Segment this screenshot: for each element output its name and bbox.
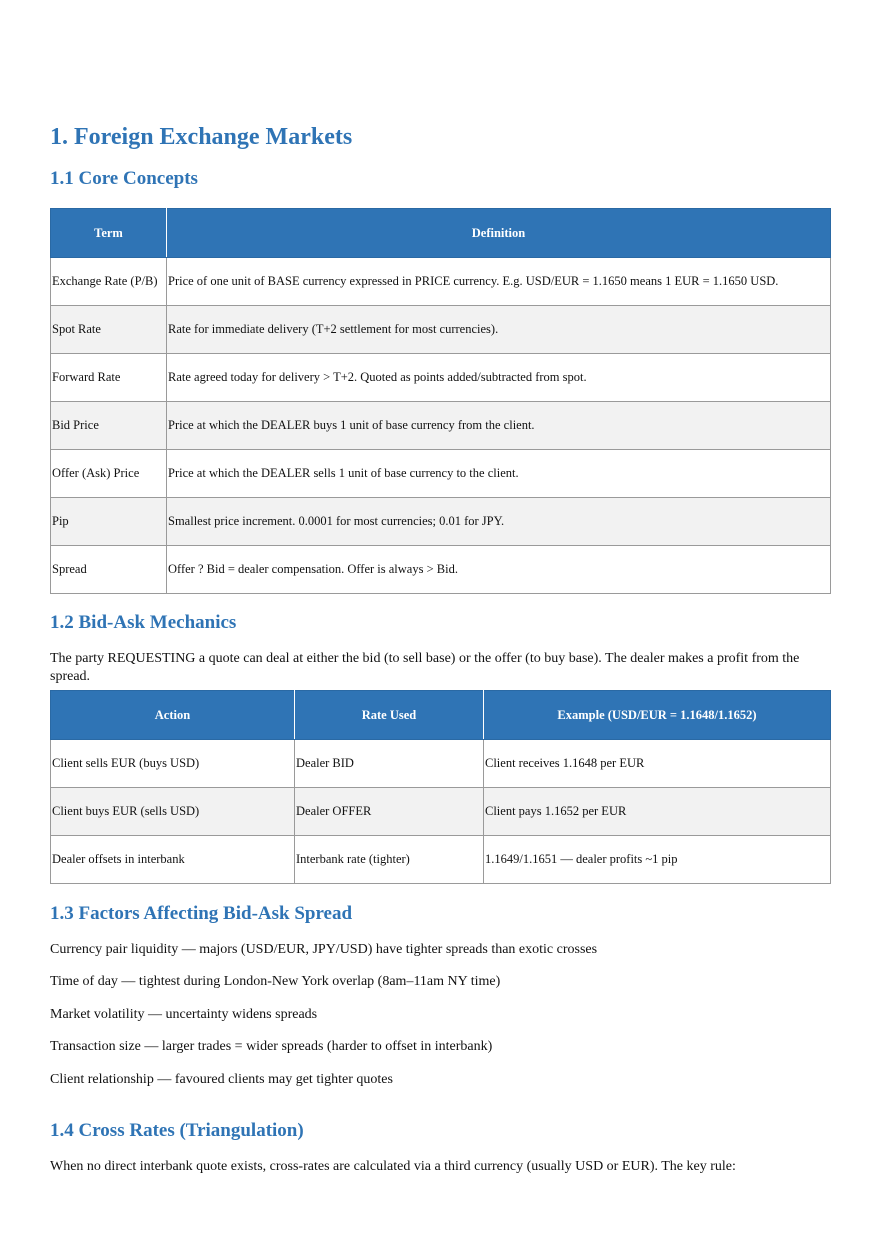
example-cell: 1.1649/1.1651 — dealer profits ~1 pip: [484, 836, 831, 884]
term-cell: Exchange Rate (P/B): [51, 258, 167, 306]
term-cell: Pip: [51, 498, 167, 546]
section-heading-spread-factors: 1.3 Factors Affecting Bid-Ask Spread: [50, 903, 353, 924]
example-cell: Client pays 1.1652 per EUR: [484, 788, 831, 836]
table-row: [51, 402, 831, 450]
table-row: [51, 354, 831, 402]
rate-cell: Dealer BID: [295, 740, 484, 788]
factor-item: Market volatility — uncertainty widens spreads: [50, 1007, 318, 1022]
column-header: Example (USD/EUR = 1.1648/1.1652): [484, 691, 831, 740]
definition-cell: Price at which the DEALER sells 1 unit of base currency to the client.: [167, 450, 831, 498]
cross-rates-intro: When no direct interbank quote exists, cross-rates are calculated via a third currency (usually USD or EUR). The key rule:: [50, 1159, 736, 1174]
bid-ask-intro: The party REQUESTING a quote can deal at either the bid (to sell base) or the offer (to buy base). The dealer makes a profit from the spread.: [50, 651, 800, 684]
table-row: [51, 836, 831, 884]
action-cell: Client buys EUR (sells USD): [51, 788, 295, 836]
term-cell: Offer (Ask) Price: [51, 450, 167, 498]
table-row: [51, 306, 831, 354]
factor-item: Transaction size — larger trades = wider spreads (harder to offset in interbank): [50, 1039, 493, 1054]
column-header: Action: [51, 691, 295, 740]
definition-cell: Price of one unit of BASE currency expressed in PRICE currency. E.g. USD/EUR = 1.1650 means 1 EUR = 1.1650 USD.: [167, 258, 831, 306]
factor-item: Time of day — tightest during London-New York overlap (8am–11am NY time): [50, 974, 501, 989]
table-row: [51, 740, 831, 788]
table-row: [51, 258, 831, 306]
term-cell: Forward Rate: [51, 354, 167, 402]
column-header: Term: [51, 209, 167, 258]
column-header: Rate Used: [295, 691, 484, 740]
rate-cell: Interbank rate (tighter): [295, 836, 484, 884]
bid-ask-table: [50, 690, 831, 884]
table-header-row: [51, 691, 831, 740]
term-cell: Spread: [51, 546, 167, 594]
rate-cell: Dealer OFFER: [295, 788, 484, 836]
table-row: [51, 450, 831, 498]
table-header-row: [51, 209, 831, 258]
example-cell: Client receives 1.1648 per EUR: [484, 740, 831, 788]
factor-item: Client relationship — favoured clients may get tighter quotes: [50, 1072, 393, 1087]
definition-cell: Price at which the DEALER buys 1 unit of base currency from the client.: [167, 402, 831, 450]
table-row: [51, 546, 831, 594]
page-title: 1. Foreign Exchange Markets: [50, 124, 353, 150]
action-cell: Dealer offsets in interbank: [51, 836, 295, 884]
section-heading-core-concepts: 1.1 Core Concepts: [50, 168, 198, 189]
table-row: [51, 788, 831, 836]
definition-cell: Rate agreed today for delivery > T+2. Quoted as points added/subtracted from spot.: [167, 354, 831, 402]
term-cell: Spot Rate: [51, 306, 167, 354]
action-cell: Client sells EUR (buys USD): [51, 740, 295, 788]
column-header: Definition: [167, 209, 831, 258]
definition-cell: Offer ? Bid = dealer compensation. Offer is always > Bid.: [167, 546, 831, 594]
definition-cell: Smallest price increment. 0.0001 for most currencies; 0.01 for JPY.: [167, 498, 831, 546]
term-cell: Bid Price: [51, 402, 167, 450]
section-heading-bid-ask-mechanics: 1.2 Bid-Ask Mechanics: [50, 612, 237, 633]
section-heading-cross-rates: 1.4 Cross Rates (Triangulation): [50, 1120, 304, 1141]
core-concepts-table: [50, 208, 831, 594]
table-row: [51, 498, 831, 546]
definition-cell: Rate for immediate delivery (T+2 settlement for most currencies).: [167, 306, 831, 354]
factor-item: Currency pair liquidity — majors (USD/EUR, JPY/USD) have tighter spreads than exotic crosses: [50, 942, 598, 957]
